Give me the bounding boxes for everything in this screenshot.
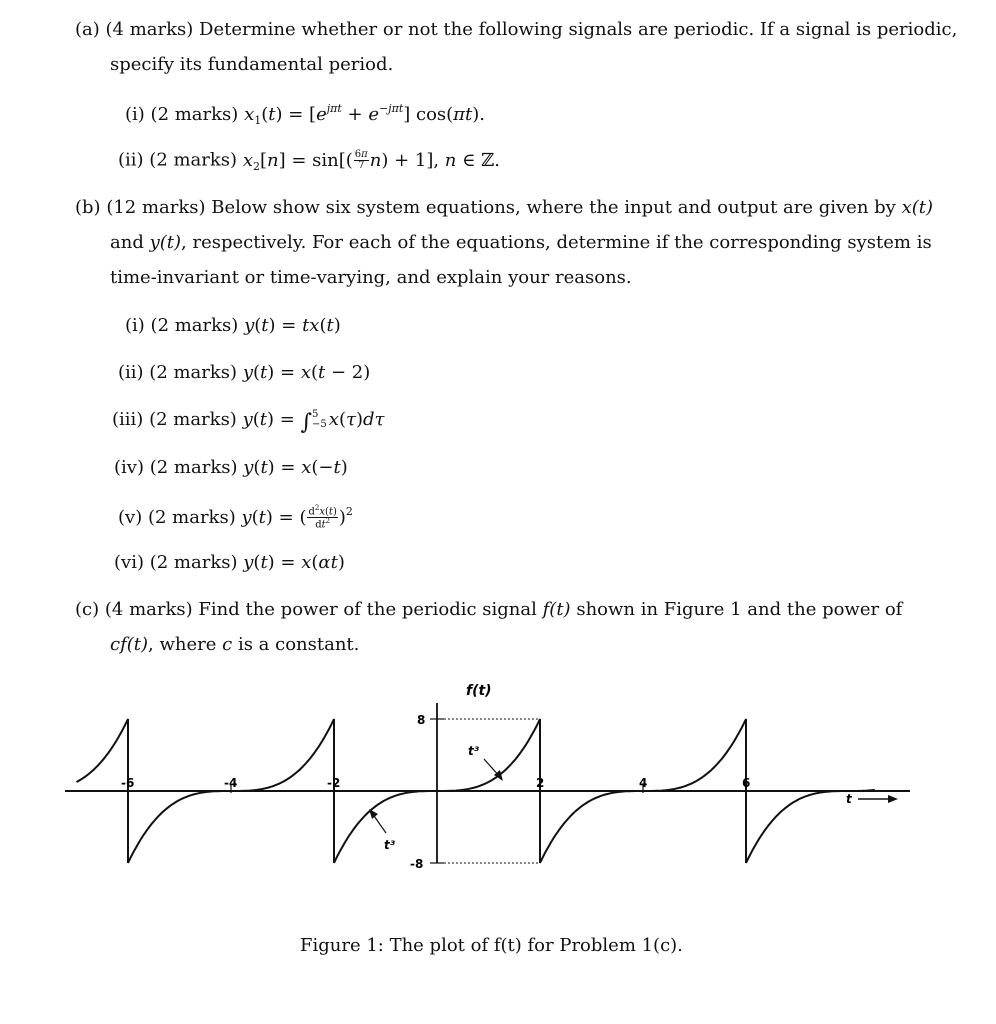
- x-tick-label-5: 6: [742, 776, 751, 790]
- x-axis-label: t: [846, 792, 852, 806]
- part-a-label: (a): [75, 19, 100, 40]
- t-arrow-head: [888, 795, 898, 803]
- part-a-line1: [75, 20, 957, 40]
- x-tick-label-4: 4: [639, 776, 648, 790]
- y-tick-label-neg8: -8: [410, 857, 424, 871]
- part-b-line3: time-invariant or time-varying, and explain your reasons.: [110, 267, 632, 288]
- part-b-item-i: (i) (2 marks) y(t) = tx(t): [125, 315, 341, 336]
- part-b-item-ii: (ii) (2 marks) y(t) = x(t − 2): [118, 362, 371, 383]
- equation-b-vi: y(t) = x(αt): [243, 552, 345, 573]
- part-b-item-iii: (iii) (2 marks) y(t) = ∫ 5 −5 x(τ)dτ: [112, 409, 385, 435]
- equation-a-i: $x_1(t) = [e^{j\pi t} + e^{-j\pi t}]$ cos(πt).: [244, 102, 485, 127]
- equation-b-iv: y(t) = x(−t): [243, 457, 348, 478]
- part-a-marks: (4 marks): [105, 19, 194, 40]
- x-tick-label-0: -6: [121, 776, 135, 790]
- equation-b-ii: y(t) = x(t − 2): [242, 362, 371, 383]
- equation-b-i: y(t) = tx(t): [244, 315, 341, 336]
- part-b-item-vi: (vi) (2 marks) y(t) = x(αt): [114, 552, 345, 573]
- plot-title: f(t): [466, 683, 492, 699]
- part-a-text1: Determine whether or not the following signals are periodic. If a signal is periodic,: [199, 19, 958, 40]
- figure-1-plot: [60, 675, 920, 885]
- part-b-item-iv: (iv) (2 marks) y(t) = x(−t): [114, 457, 348, 478]
- x-tick-label-2: -2: [327, 776, 341, 790]
- part-a-line2: [110, 55, 393, 75]
- equation-a-ii: $x_2[n] = \sin$[( $\frac{6\pi}{7}$ n) + 1], n ∈ ℤ.: [242, 149, 501, 173]
- part-b-line2: and y(t), respectively. For each of the equations, determine if the corresponding system is: [110, 232, 932, 253]
- part-b-item-v: (v) (2 marks) y(t) = ( $\frac{d^2x(t)}{dt^2}$ )$^2$: [118, 504, 353, 531]
- part-c-line2: cf(t), where c is a constant.: [110, 634, 360, 655]
- part-c-line1: (c) (4 marks) Find the power of the periodic signal f(t) shown in Figure 1 and the power of: [75, 599, 903, 620]
- equation-b-v: y(t) = ( $\frac{d^2x(t)}{dt^2}$ )$^2$: [241, 504, 353, 531]
- x-tick-label-1: -4: [224, 776, 238, 790]
- equation-b-iii: y(t) = ∫ 5 −5 x(τ)dτ: [242, 409, 385, 435]
- annotation-lower: t³: [384, 838, 395, 852]
- part-b-line1: (b) (12 marks) Below show six system equations, where the input and output are given by x(t): [75, 197, 934, 218]
- part-a-text2: specify its fundamental period.: [110, 54, 394, 75]
- part-a-item-i: (i) (2 marks) $x_1(t) = [e^{j\pi t} + e^{-j\pi t}]$ cos(πt).: [125, 102, 485, 127]
- signal-period-5: [746, 790, 875, 863]
- annotation-upper: t³: [468, 744, 479, 758]
- y-tick-label-8: 8: [417, 713, 426, 727]
- figure-caption: Figure 1: The plot of f(t) for Problem 1(c).: [300, 935, 683, 956]
- x-tick-label-3: 2: [536, 776, 545, 790]
- part-a-item-ii: (ii) (2 marks) $x_2[n] = \sin$[( $\frac{6\pi}{7}$ n) + 1], n ∈ ℤ.: [118, 149, 501, 173]
- plot-labels: [384, 683, 853, 871]
